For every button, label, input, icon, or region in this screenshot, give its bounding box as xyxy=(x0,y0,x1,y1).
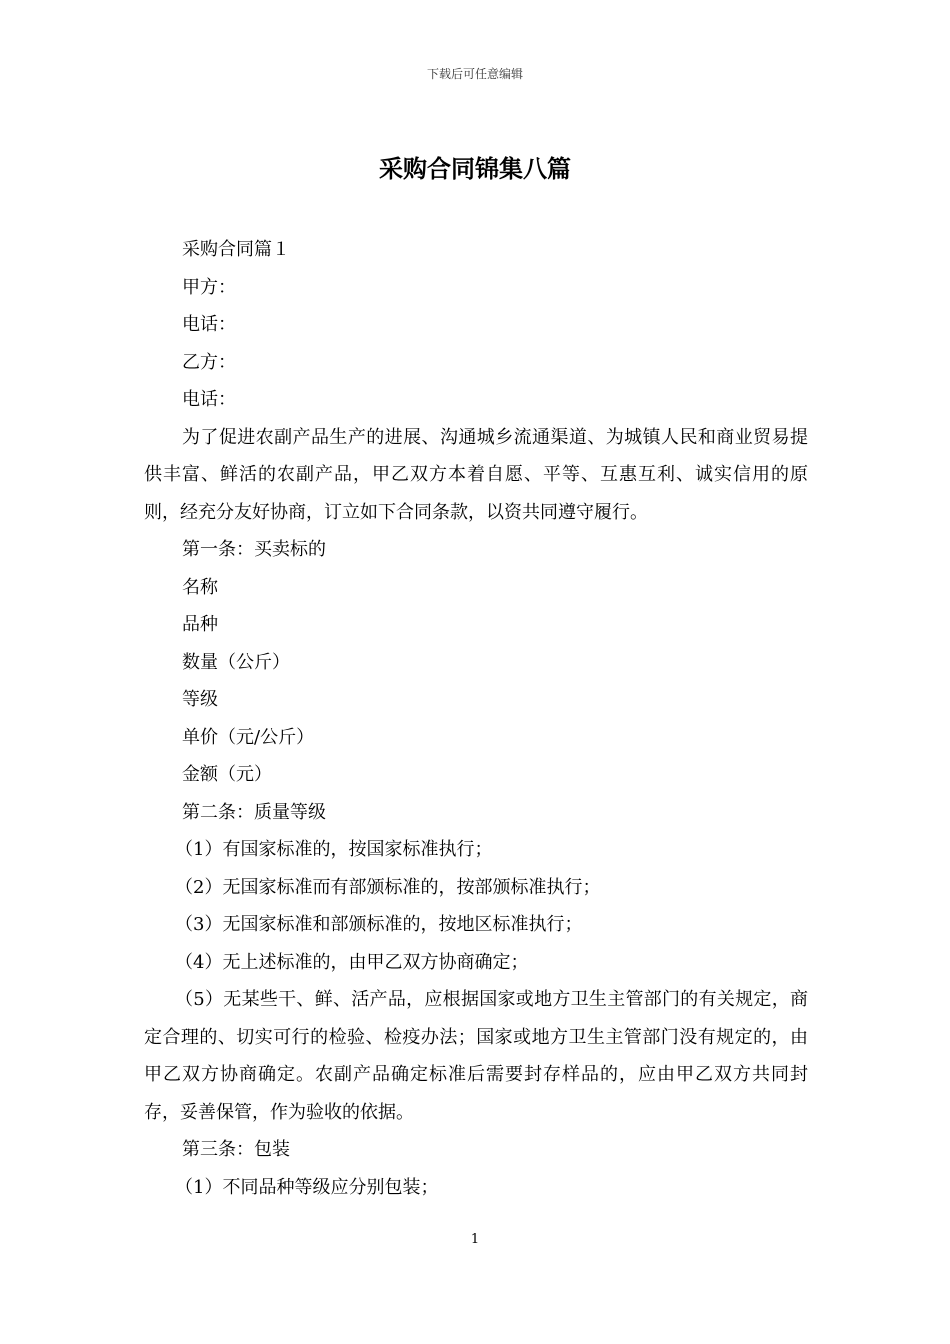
article2-item: （1）有国家标准的，按国家标准执行； xyxy=(175,839,493,860)
intro-paragraph: 为了促进农副产品生产的进展、沟通城乡流通渠道、为城镇人民和商业贸易提供丰富、鲜活的农副产品，甲乙双方本着自愿、平等、互惠互利、诚实信用的原则，经充分友好协商，订立如下合同条款，以资共同遵守履行。 xyxy=(144,426,808,523)
contract-subtitle: 采购合同篇１ xyxy=(182,239,290,260)
party-b-phone-label: 电话： xyxy=(182,389,236,410)
party-b-label: 乙方： xyxy=(182,351,236,373)
article2-item: （4）无上述标准的，由甲乙双方协商确定； xyxy=(175,951,529,973)
article1-item: 品种 xyxy=(182,614,218,635)
article2-item: （3）无国家标准和部颁标准的，按地区标准执行； xyxy=(175,914,583,935)
article2-paragraph-5: （5）无某些干、鲜、活产品，应根据国家或地方卫生主管部门的有关规定，商定合理的、切实可行的检验、检疫办法；国家或地方卫生主管部门没有规定的，由甲乙双方协商确定。农副产品确定标准后需要封存样品的，应由甲乙双方共同封存，妥善保管，作为验收的依据。 xyxy=(144,989,808,1123)
article3-item: （1）不同品种等级应分别包装； xyxy=(175,1176,439,1198)
document-body xyxy=(144,231,808,1206)
article2-heading: 第二条：质量等级 xyxy=(182,801,326,823)
article1-item: 等级 xyxy=(182,689,218,710)
article1-item: 名称 xyxy=(182,576,218,598)
article1-item: 数量（公斤） xyxy=(182,651,290,673)
article1-item: 单价（元/公斤） xyxy=(182,726,315,748)
header-note: 下载后可任意编辑 xyxy=(426,67,523,81)
document-title: 采购合同锦集八篇 xyxy=(379,155,571,183)
party-a-phone-label: 电话： xyxy=(182,314,236,335)
party-a-label: 甲方： xyxy=(182,276,236,298)
article1-heading: 第一条：买卖标的 xyxy=(182,539,326,560)
article3-heading: 第三条：包装 xyxy=(182,1139,290,1160)
page-number: 1 xyxy=(470,1232,480,1247)
article2-item: （2）无国家标准而有部颁标准的，按部颁标准执行； xyxy=(175,876,601,898)
article1-item: 金额（元） xyxy=(182,764,272,785)
